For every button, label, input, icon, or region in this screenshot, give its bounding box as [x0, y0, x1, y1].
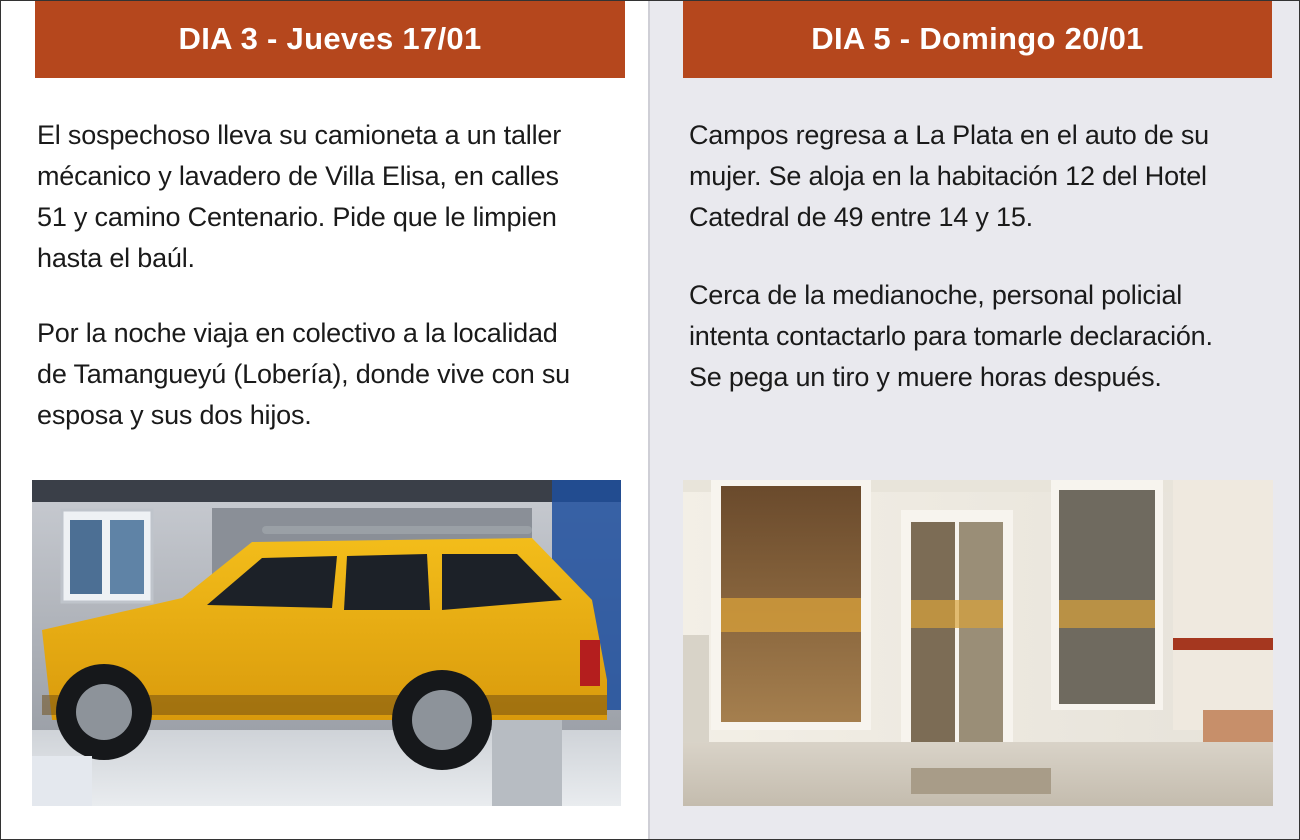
- text-line: Por la noche viaja en colectivo a la localidad: [37, 318, 558, 348]
- text-line: 51 y camino Centenario. Pide que le limpien: [37, 202, 557, 232]
- text-line: intenta contactarlo para tomarle declaración.: [689, 321, 1213, 351]
- text-line: mujer. Se aloja en la habitación 12 del Hotel: [689, 161, 1207, 191]
- text-line: esposa y sus dos hijos.: [37, 400, 312, 430]
- day-5-header: DIA 5 - Domingo 20/01: [683, 0, 1272, 78]
- text-line: de Tamangueyú (Lobería), donde vive con su: [37, 359, 570, 389]
- text-line: Campos regresa a La Plata en el auto de su: [689, 120, 1209, 150]
- text-line: Catedral de 49 entre 14 y 15.: [689, 202, 1033, 232]
- day-3-header: DIA 3 - Jueves 17/01: [35, 0, 625, 78]
- text-line: hasta el baúl.: [37, 243, 195, 273]
- text-line: Cerca de la medianoche, personal policial: [689, 280, 1183, 310]
- text-line: El sospechoso lleva su camioneta a un taller: [37, 120, 562, 150]
- text-line: mécanico y lavadero de Villa Elisa, en calles: [37, 161, 559, 191]
- text-line: Se pega un tiro y muere horas después.: [689, 362, 1162, 392]
